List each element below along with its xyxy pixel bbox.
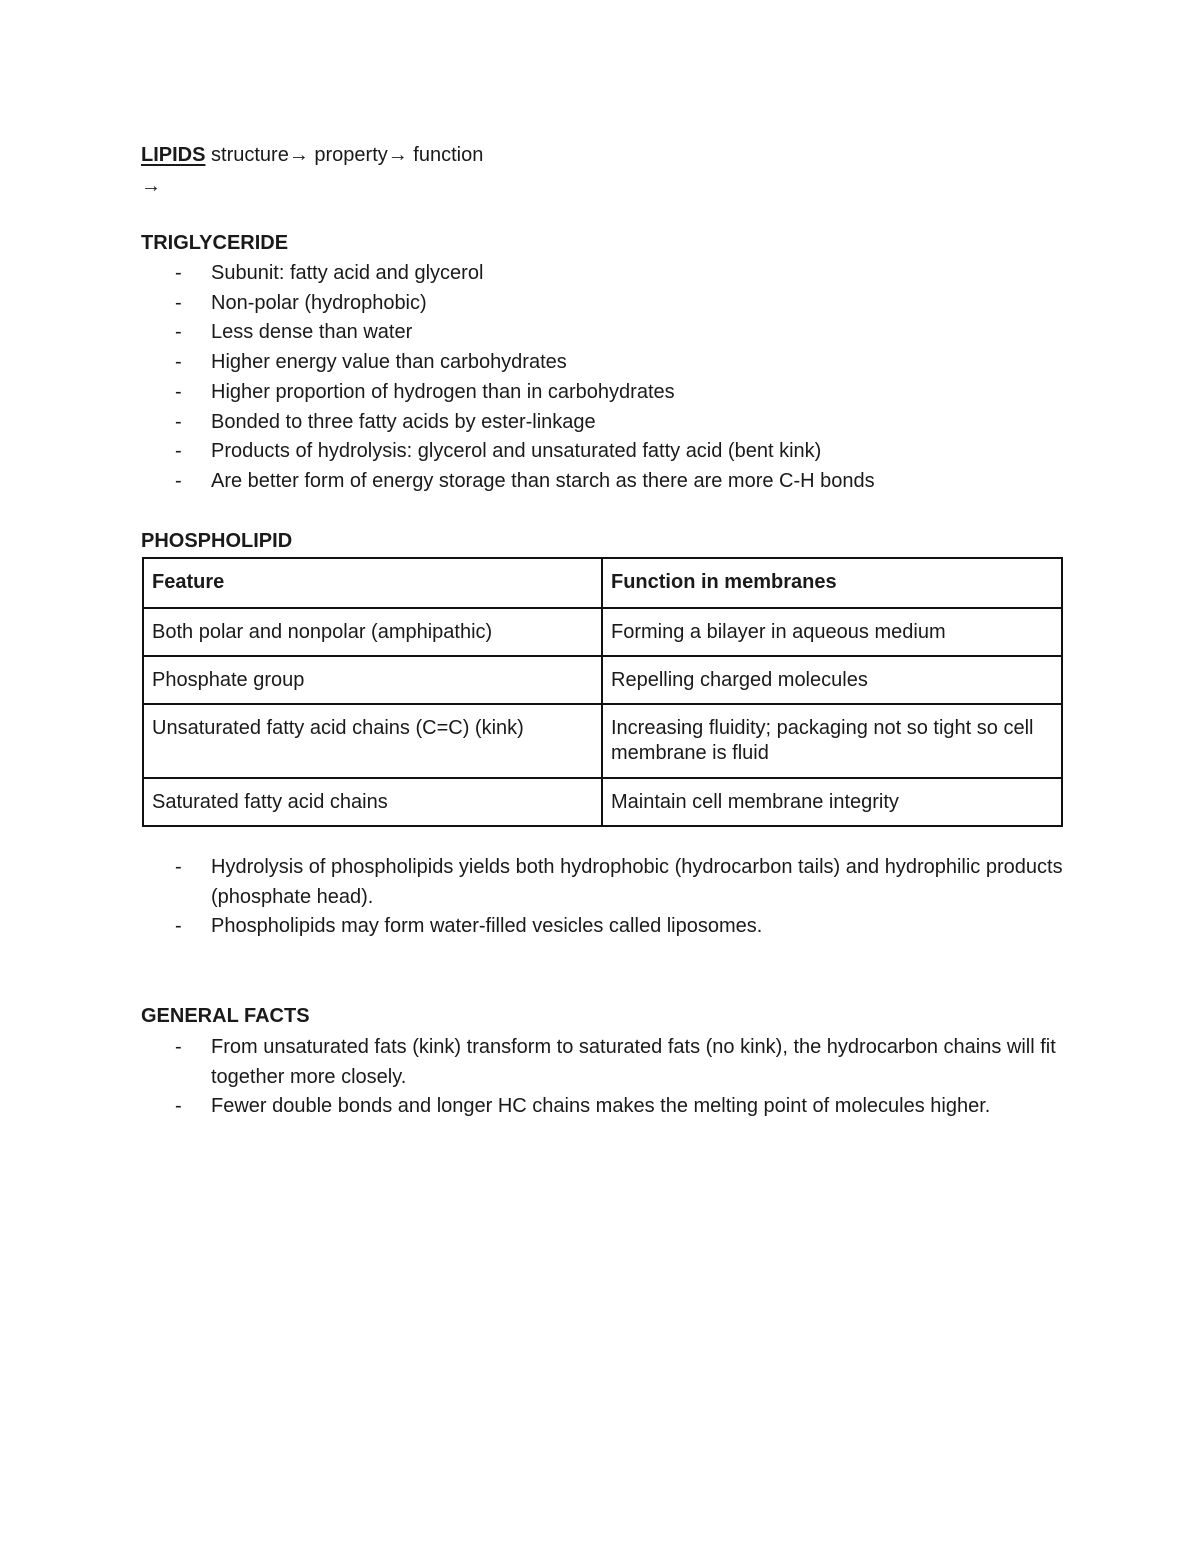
table-cell: Phosphate group — [143, 656, 602, 704]
table-header-cell: Feature — [143, 558, 602, 608]
list-item: - Are better form of energy storage than starch as there are more C-H bonds — [141, 467, 1071, 497]
bullet-dash: - — [175, 410, 182, 433]
table-cell: Unsaturated fatty acid chains (C=C) (kink) — [143, 704, 602, 778]
list-item: - Fewer double bonds and longer HC chains makes the melting point of molecules higher. — [141, 1092, 1071, 1122]
list-item: - Subunit: fatty acid and glycerol — [141, 259, 1071, 289]
title-subtitle: structure→ property→ function — [211, 144, 484, 166]
list-item: - Non-polar (hydrophobic) — [141, 289, 1071, 319]
phospholipid-list — [141, 853, 1071, 942]
table-cell: Maintain cell membrane integrity — [602, 778, 1062, 826]
bullet-dash: - — [175, 915, 182, 938]
list-item: - Phospholipids may form water-filled vesicles called liposomes. — [141, 912, 1071, 942]
list-item: - Hydrolysis of phospholipids yields both hydrophobic (hydrocarbon tails) and hydrophilic products (phosphate head). — [141, 853, 1071, 912]
bullet-dash: - — [175, 351, 182, 374]
list-item: - Higher energy value than carbohydrates — [141, 348, 1071, 378]
bullet-dash: - — [175, 321, 182, 344]
phospholipid-table — [142, 557, 1063, 827]
phospholipid-heading: PHOSPHOLIPID — [141, 530, 293, 552]
table-cell: Repelling charged molecules — [602, 656, 1062, 704]
triglyceride-heading: TRIGLYCERIDE — [141, 232, 289, 254]
bullet-dash: - — [175, 291, 182, 314]
table-cell: Forming a bilayer in aqueous medium — [602, 608, 1062, 656]
table-cell: Saturated fatty acid chains — [143, 778, 602, 826]
bullet-dash: - — [175, 440, 182, 463]
triglyceride-list — [141, 259, 1071, 497]
list-item: - Higher proportion of hydrogen than in carbohydrates — [141, 378, 1071, 408]
bullet-dash: - — [175, 380, 182, 403]
list-item: - Products of hydrolysis: glycerol and unsaturated fatty acid (bent kink) — [141, 437, 1071, 467]
list-item: - From unsaturated fats (kink) transform to saturated fats (no kink), the hydrocarbon chains will fit together more closely. — [141, 1033, 1071, 1092]
bullet-dash: - — [175, 856, 182, 878]
general-facts-heading: GENERAL FACTS — [141, 1005, 310, 1027]
bullet-dash: - — [175, 1095, 182, 1118]
table-row — [143, 608, 1062, 656]
list-item: - Less dense than water — [141, 318, 1071, 348]
table-header-row — [143, 558, 1062, 608]
bullet-dash: - — [175, 1036, 182, 1058]
page-title: LIPIDS — [141, 144, 206, 166]
table-cell: Both polar and nonpolar (amphipathic) — [143, 608, 602, 656]
title-arrow: → — [141, 175, 161, 197]
general-facts-list — [141, 1033, 1071, 1122]
table-row — [143, 704, 1062, 778]
table-cell: Increasing fluidity; packaging not so tight so cell membrane is fluid — [602, 704, 1062, 778]
table-row — [143, 778, 1062, 826]
list-item: - Bonded to three fatty acids by ester-linkage — [141, 408, 1071, 438]
title-line — [141, 141, 483, 169]
table-row — [143, 656, 1062, 704]
bullet-dash: - — [175, 469, 182, 492]
bullet-dash: - — [175, 262, 182, 284]
table-header-cell: Function in membranes — [602, 558, 1062, 608]
